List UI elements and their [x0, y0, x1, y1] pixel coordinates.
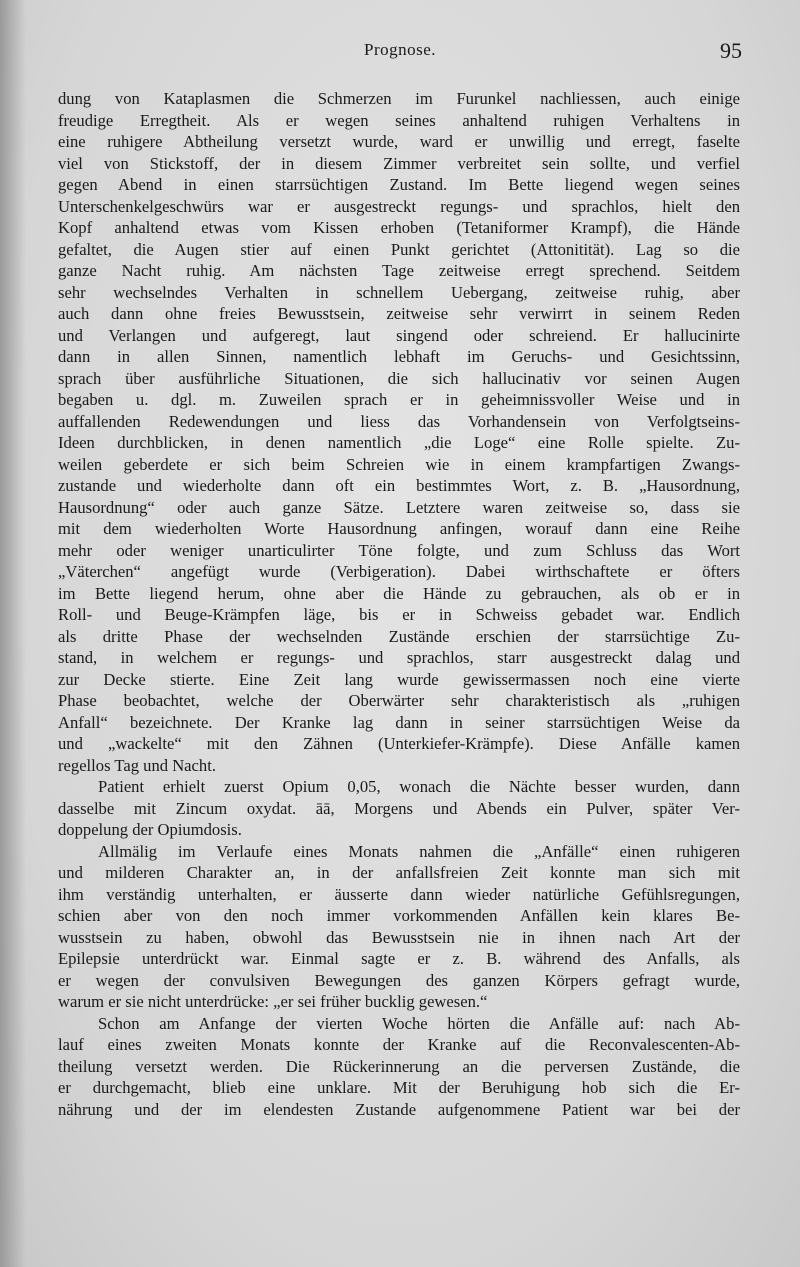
page-number: 95 — [720, 38, 742, 63]
text-line: Epilepsie unterdrückt war. Einmal sagte er z. B. während des Anfalls, als — [58, 949, 740, 968]
text-line: Hausordnung“ oder auch ganze Sätze. Letztere waren zeitweise so, dass sie — [58, 497, 740, 517]
text-line: Kopf anhaltend etwas vom Kissen erhoben (Tetaniformer Krampf), die Hände — [58, 218, 740, 237]
text-line: doppelung der Opiumdosis. — [58, 820, 242, 839]
text-line: dann in allen Sinnen, namentlich lebhaft im Geruchs- und Gesichtssinn, — [58, 347, 740, 366]
text-line: als dritte Phase der wechselnden Zustände erschien der starrsüchtige Zu- — [58, 626, 740, 646]
running-title: Prognose. — [363, 40, 437, 59]
text-line: gegen Abend in einen starrsüchtigen Zustand. Im Bette liegend wegen seines — [58, 175, 740, 194]
text-line: zustande und wiederholte dann oft ein bestimmtes Wort, z. B. „Hausordnung, — [58, 476, 740, 495]
text-line: wusstsein zu haben, obwohl das Bewusstsein nie in ihnen nach Art der — [58, 927, 740, 947]
running-head — [58, 40, 742, 70]
text-line: er wegen der convulsiven Bewegungen des ganzen Körpers gefragt wurde, — [58, 970, 740, 990]
text-line: Schon am Anfange der vierten Woche hörten die Anfälle auf: nach Ab- — [98, 1013, 740, 1033]
text-line: „Väterchen“ angefügt wurde (Verbigeration). Dabei wirthschaftete er öfters — [58, 562, 740, 581]
text-line: nährung und der im elendesten Zustande aufgenommene Patient war bei der — [58, 1099, 740, 1119]
text-line: Patient erhielt zuerst Opium 0,05, wonach die Nächte besser wurden, dann — [98, 777, 740, 796]
text-line: Ideen durchblicken, in denen namentlich „die Loge“ eine Rolle spielte. Zu- — [58, 433, 740, 452]
text-line: er durchgemacht, blieb eine unklare. Mit der Beruhigung hob sich die Er- — [58, 1078, 740, 1097]
text-line: regellos Tag und Nacht. — [58, 755, 216, 775]
text-line: stand, in welchem er regungs- und sprachlos, starr ausgestreckt dalag und — [58, 648, 740, 667]
text-line: dung von Kataplasmen die Schmerzen im Furunkel nachliessen, auch einige — [58, 89, 740, 108]
body-text — [58, 88, 740, 1120]
text-line: eine ruhigere Abtheilung versetzt wurde, ward er unwillig und erregt, faselte — [58, 132, 740, 151]
text-line: gefaltet, die Augen stier auf einen Punkt gerichtet (Attonitität). Lag so die — [58, 239, 740, 259]
text-line: theilung versetzt werden. Die Rückerinnerung an die perversen Zustände, die — [58, 1056, 740, 1076]
text-line: ihm verständig unterhalten, er äusserte dann wieder natürliche Gefühlsregungen, — [58, 884, 740, 904]
text-line: dasselbe mit Zincum oxydat. āā, Morgens und Abends ein Pulver, später Ver- — [58, 798, 740, 818]
text-line: und Verlangen und aufgeregt, laut singend oder schreiend. Er hallucinirte — [58, 325, 740, 345]
text-line: Phase beobachtet, welche der Oberwärter sehr charakteristisch als „ruhigen — [58, 691, 740, 710]
text-line: zur Decke stierte. Eine Zeit lang wurde gewissermassen noch eine vierte — [58, 669, 740, 689]
text-line: sprach über ausführliche Situationen, die sich hallucinativ vor seinen Augen — [58, 368, 740, 388]
text-line: auffallenden Redewendungen und liess das Vorhandensein von Verfolgtseins- — [58, 411, 740, 431]
text-line: viel von Stickstoff, der in diesem Zimmer verbreitet sein sollte, und verfiel — [58, 153, 740, 173]
text-line: sehr wechselndes Verhalten in schnellem Uebergang, zeitweise ruhig, aber — [58, 282, 740, 302]
paragraph — [58, 88, 740, 776]
paragraph — [58, 841, 740, 1013]
text-line: weilen geberdete er sich beim Schreien wie in einem krampfartigen Zwangs- — [58, 454, 740, 474]
text-line: schien aber von den noch immer vorkommenden Anfällen kein klares Be- — [58, 906, 740, 925]
text-line: Allmälig im Verlaufe eines Monats nahmen die „Anfälle“ einen ruhigeren — [98, 841, 740, 861]
text-line: warum er sie nicht unterdrücke: „er sei früher bucklig gewesen.“ — [58, 992, 488, 1011]
text-line: begaben u. dgl. m. Zuweilen sprach er in geheimnissvoller Weise und in — [58, 390, 740, 409]
text-line: Roll- und Beuge-Krämpfen läge, bis er in Schweiss gebadet war. Endlich — [58, 605, 740, 624]
paragraph — [58, 1013, 740, 1121]
text-line: freudige Erregtheit. Als er wegen seines anhaltend ruhigen Verhaltens in — [58, 110, 740, 130]
text-line: Anfall“ bezeichnete. Der Kranke lag dann in seiner starrsüchtigen Weise da — [58, 712, 740, 732]
text-line: ganze Nacht ruhig. Am nächsten Tage zeitweise erregt sprechend. Seitdem — [58, 261, 740, 280]
text-line: Unterschenkelgeschwürs war er ausgestreckt regungs- und sprachlos, hielt den — [58, 196, 740, 216]
text-line: mehr oder weniger unarticulirter Töne folgte, und zum Schluss das Wort — [58, 540, 740, 560]
text-line: lauf eines zweiten Monats konnte der Kranke auf die Reconvalescenten-Ab- — [58, 1035, 740, 1054]
text-line: mit dem wiederholten Worte Hausordnung anfingen, worauf dann eine Reihe — [58, 519, 740, 538]
paragraph — [58, 776, 740, 841]
text-line: und „wackelte“ mit den Zähnen (Unterkiefer-Krämpfe). Diese Anfälle kamen — [58, 734, 740, 753]
text-line: und milderen Charakter an, in der anfallsfreien Zeit konnte man sich mit — [58, 863, 740, 882]
binding-shadow — [0, 0, 26, 1267]
text-line: auch dann ohne freies Bewusstsein, zeitweise sehr verwirrt in seinem Reden — [58, 304, 740, 323]
text-line: im Bette liegend herum, ohne aber die Hände zu gebrauchen, als ob er in — [58, 583, 740, 603]
